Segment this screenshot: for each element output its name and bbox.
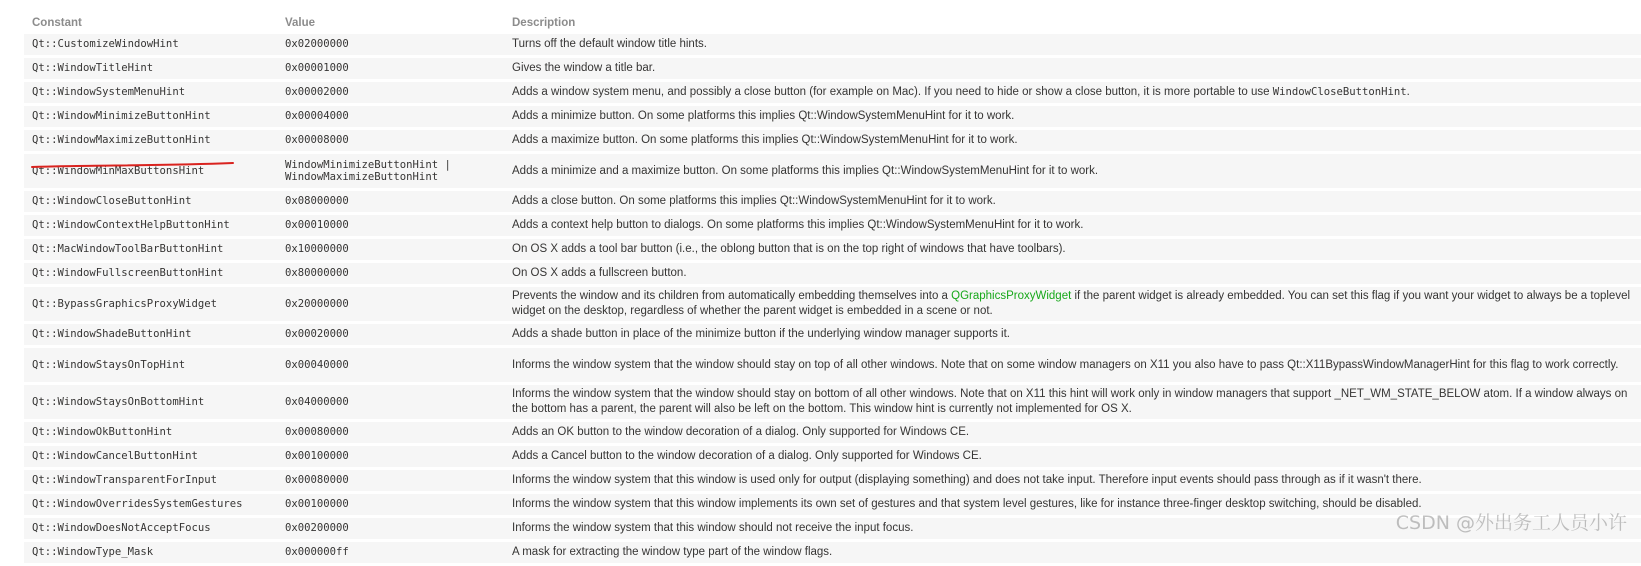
description-cell (504, 82, 1641, 103)
value-cell: 0x00020000 (277, 324, 504, 345)
constant-cell: Qt::CustomizeWindowHint (24, 34, 277, 55)
value-cell: 0x00010000 (277, 215, 504, 236)
description-cell: Adds a context help button to dialogs. On some platforms this implies Qt::WindowSystemMenuHint for it to work. (504, 215, 1641, 236)
value-line-1: WindowMinimizeButtonHint | (285, 159, 451, 171)
value-cell: 0x00200000 (277, 518, 504, 539)
table-row (24, 287, 1641, 321)
description-cell: Informs the window system that this window is used only for output (displaying something) and does not take input. Therefore input events should pass through as if it wasn't there. (504, 470, 1641, 491)
constant-cell: Qt::WindowMinMaxButtonsHint (24, 154, 277, 188)
description-text: Adds a window system menu, and possibly a close button (for example on Mac). If you need to hide or show a close button, it is more portable to use (512, 86, 1273, 98)
table-row (24, 542, 1641, 563)
constant-cell: Qt::WindowType_Mask (24, 542, 277, 563)
table-row (24, 34, 1641, 55)
description-cell: A mask for extracting the window type part of the window flags. (504, 542, 1641, 563)
table-row (24, 58, 1641, 79)
table-row (24, 422, 1641, 443)
constant-cell: Qt::BypassGraphicsProxyWidget (24, 287, 277, 321)
description-cell: Informs the window system that the window should stay on bottom of all other windows. Note that on X11 this hint will work only in window managers that support _NET_WM_STATE_BELOW atom. If a window always on the bottom has a parent, the parent will also be left on the bottom. This window hint is currently not implemented for OS X. (504, 385, 1641, 419)
value-cell: 0x000000ff (277, 542, 504, 563)
constant-cell: Qt::WindowOverridesSystemGestures (24, 494, 277, 515)
table-row (24, 130, 1641, 151)
description-cell: Informs the window system that this window should not receive the input focus. (504, 518, 1641, 539)
value-cell: 0x20000000 (277, 287, 504, 321)
value-cell: 0x00100000 (277, 446, 504, 467)
description-cell: On OS X adds a fullscreen button. (504, 263, 1641, 284)
description-end: . (1406, 86, 1410, 98)
description-cell: Adds a minimize button. On some platforms this implies Qt::WindowSystemMenuHint for it to work. (504, 106, 1641, 127)
constant-cell: Qt::WindowSystemMenuHint (24, 82, 277, 103)
description-cell: Adds a minimize and a maximize button. On some platforms this implies Qt::WindowSystemMenuHint for it to work. (504, 154, 1641, 188)
window-flags-table (24, 10, 1641, 566)
description-cell: Turns off the default window title hints. (504, 34, 1641, 55)
header-description: Description (504, 13, 1641, 31)
description-cell: Informs the window system that this window implements its own set of gestures and that system level gestures, like for instance three-finger desktop switching, should be disabled. (504, 494, 1641, 515)
value-cell: 0x00040000 (277, 348, 504, 382)
constant-cell: Qt::WindowDoesNotAcceptFocus (24, 518, 277, 539)
description-cell: Gives the window a title bar. (504, 58, 1641, 79)
value-cell: 0x08000000 (277, 191, 504, 212)
constant-cell: Qt::WindowMinimizeButtonHint (24, 106, 277, 127)
constant-cell: Qt::WindowFullscreenButtonHint (24, 263, 277, 284)
description-text: Prevents the window and its children from automatically embedding themselves into a (512, 290, 952, 302)
qgraphicsproxywidget-link[interactable]: QGraphicsProxyWidget (951, 290, 1072, 302)
constant-cell: Qt::WindowOkButtonHint (24, 422, 277, 443)
description-cell: Adds an OK button to the window decoration of a dialog. Only supported for Windows CE. (504, 422, 1641, 443)
constant-cell: Qt::WindowShadeButtonHint (24, 324, 277, 345)
description-cell: Adds a close button. On some platforms this implies Qt::WindowSystemMenuHint for it to work. (504, 191, 1641, 212)
csdn-watermark: CSDN @外出务工人员小许 (1395, 512, 1627, 534)
value-cell: 0x00100000 (277, 494, 504, 515)
constant-cell: Qt::WindowStaysOnTopHint (24, 348, 277, 382)
description-cell: Adds a Cancel button to the window decoration of a dialog. Only supported for Windows CE. (504, 446, 1641, 467)
constant-cell: Qt::WindowMaximizeButtonHint (24, 130, 277, 151)
value-cell: 0x10000000 (277, 239, 504, 260)
value-cell: 0x80000000 (277, 263, 504, 284)
table-row-highlighted (24, 154, 1641, 188)
red-underline-annotation (30, 160, 235, 170)
value-cell: 0x00080000 (277, 470, 504, 491)
value-line-2: WindowMaximizeButtonHint (285, 171, 439, 183)
description-cell: On OS X adds a tool bar button (i.e., the oblong button that is on the top right of windows that have toolbars). (504, 239, 1641, 260)
constant-cell: Qt::WindowTitleHint (24, 58, 277, 79)
table-row (24, 263, 1641, 284)
constant-cell: Qt::WindowTransparentForInput (24, 470, 277, 491)
table-row (24, 106, 1641, 127)
table-row (24, 215, 1641, 236)
window-flags-table-container (24, 10, 1641, 566)
value-cell: 0x00008000 (277, 130, 504, 151)
table-row (24, 239, 1641, 260)
header-value: Value (277, 13, 504, 31)
table-row (24, 385, 1641, 419)
table-row (24, 191, 1641, 212)
description-rest: if the parent widget is already embedded. You can set this flag if you want your widget to always be a toplevel widget on the desktop, regardless of whether the parent widget is embedded in a scene or not. (512, 290, 1631, 317)
table-header-row (24, 13, 1641, 31)
value-cell: 0x00080000 (277, 422, 504, 443)
constant-cell: Qt::WindowCancelButtonHint (24, 446, 277, 467)
description-cell (504, 287, 1641, 321)
constant-cell: Qt::WindowContextHelpButtonHint (24, 215, 277, 236)
header-constant: Constant (24, 13, 277, 31)
table-row (24, 324, 1641, 345)
constant-cell: Qt::WindowCloseButtonHint (24, 191, 277, 212)
value-cell: 0x02000000 (277, 34, 504, 55)
value-cell: 0x04000000 (277, 385, 504, 419)
constant-cell: Qt::MacWindowToolBarButtonHint (24, 239, 277, 260)
description-cell: Informs the window system that the window should stay on top of all other windows. Note that on some window managers on X11 you also have to pass Qt::X11BypassWindowManagerHint for this flag to work correctly. (504, 348, 1641, 382)
code-reference: WindowCloseButtonHint (1272, 86, 1407, 98)
table-row (24, 446, 1641, 467)
table-row (24, 470, 1641, 491)
value-cell: 0x00002000 (277, 82, 504, 103)
value-cell: 0x00004000 (277, 106, 504, 127)
value-cell: 0x00001000 (277, 58, 504, 79)
value-cell (277, 154, 504, 188)
description-cell: Adds a shade button in place of the minimize button if the underlying window manager supports it. (504, 324, 1641, 345)
description-cell: Adds a maximize button. On some platforms this implies Qt::WindowSystemMenuHint for it to work. (504, 130, 1641, 151)
constant-cell: Qt::WindowStaysOnBottomHint (24, 385, 277, 419)
table-row (24, 348, 1641, 382)
table-row (24, 82, 1641, 103)
